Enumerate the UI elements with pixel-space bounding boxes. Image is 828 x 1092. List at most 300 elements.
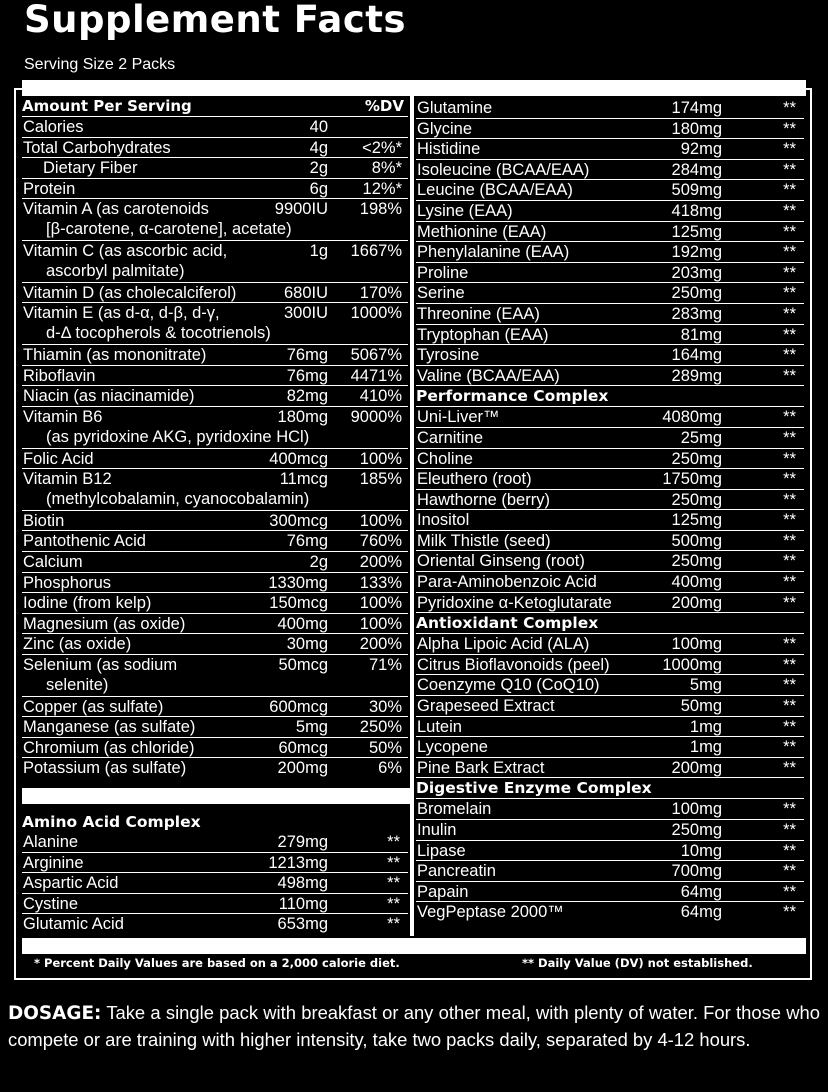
nutrient-name: Pantothenic Acid xyxy=(23,532,146,551)
nutrient-row xyxy=(416,242,804,263)
nutrient-daily-value: ** xyxy=(783,882,796,901)
nutrient-row xyxy=(416,593,804,614)
nutrient-daily-value: ** xyxy=(783,552,796,571)
nutrient-name: Vitamin A (as carotenoids xyxy=(23,200,209,219)
nutrient-daily-value: 250% xyxy=(359,718,402,737)
nutrient-row xyxy=(22,697,408,718)
nutrient-name: Calcium xyxy=(23,552,83,571)
nutrient-daily-value: ** xyxy=(783,119,796,138)
nutrient-amount: 82mg xyxy=(286,387,328,406)
top-thick-bar xyxy=(22,80,806,96)
nutrient-daily-value: ** xyxy=(783,511,796,530)
nutrient-row xyxy=(22,894,408,915)
nutrient-name: Pyridoxine α-Ketoglutarate xyxy=(417,593,612,612)
nutrient-daily-value: 198% xyxy=(359,200,402,219)
nutrient-name: Isoleucine (BCAA/EAA) xyxy=(417,160,590,179)
nutrient-row xyxy=(416,345,804,366)
nutrient-amount: 9900IU xyxy=(274,200,328,219)
column-divider xyxy=(410,96,414,936)
bottom-thick-bar xyxy=(22,938,806,954)
nutrient-amount: 203mg xyxy=(671,263,722,282)
nutrient-amount: 509mg xyxy=(671,181,722,200)
nutrient-daily-value: ** xyxy=(387,894,400,913)
nutrient-row xyxy=(416,160,804,181)
nutrient-daily-value: ** xyxy=(783,903,796,922)
nutrient-row xyxy=(416,510,804,531)
nutrient-daily-value: ** xyxy=(387,833,400,851)
nutrient-name: Glutamic Acid xyxy=(23,915,124,934)
nutrient-amount: 400mcg xyxy=(269,449,328,468)
nutrient-name-continued: (methylcobalamin, cyanocobalamin) xyxy=(46,490,310,509)
nutrient-name-continued: (as pyridoxine AKG, pyridoxine HCl) xyxy=(46,427,310,446)
nutrient-amount: 180mg xyxy=(277,407,328,426)
nutrient-daily-value: 760% xyxy=(359,532,402,551)
nutrient-amount: 1mg xyxy=(689,717,722,736)
nutrient-amount: 64mg xyxy=(680,882,722,901)
nutrient-name: Leucine (BCAA/EAA) xyxy=(417,181,573,200)
nutrient-daily-value: ** xyxy=(783,758,796,777)
nutrient-row xyxy=(416,737,804,758)
nutrient-name: Coenzyme Q10 (CoQ10) xyxy=(417,676,600,695)
nutrient-daily-value: 4471% xyxy=(350,366,402,385)
nutrient-daily-value: 200% xyxy=(359,552,402,571)
nutrient-name: Arginine xyxy=(23,853,84,872)
nutrient-amount: 6g xyxy=(309,179,328,198)
nutrient-name: Inulin xyxy=(417,821,457,839)
nutrient-daily-value: ** xyxy=(783,635,796,654)
nutrient-row xyxy=(22,552,408,573)
nutrient-daily-value: ** xyxy=(783,862,796,881)
nutrient-row xyxy=(22,593,408,614)
nutrient-name: Hawthorne (berry) xyxy=(417,490,550,509)
nutrient-row xyxy=(416,655,804,676)
nutrient-daily-value: ** xyxy=(783,284,796,303)
nutrient-name: Tryptophan (EAA) xyxy=(417,325,549,344)
nutrient-row xyxy=(416,675,804,696)
nutrient-name: Pine Bark Extract xyxy=(417,758,545,777)
nutrient-amount: 283mg xyxy=(671,304,722,323)
nutrient-row xyxy=(416,572,804,593)
digestive-list xyxy=(416,799,804,922)
nutrient-name: Lysine (EAA) xyxy=(417,201,513,220)
nutrient-name: Grapeseed Extract xyxy=(417,697,555,716)
nutrient-daily-value: ** xyxy=(783,800,796,819)
nutrient-row xyxy=(416,490,804,511)
nutrient-row xyxy=(416,139,804,160)
nutrient-amount: 5mg xyxy=(295,718,328,737)
nutrient-amount: 110mg xyxy=(278,894,328,913)
nutrient-row xyxy=(22,853,408,874)
right-column xyxy=(416,98,804,922)
nutrient-amount: 400mg xyxy=(277,614,328,633)
nutrient-row xyxy=(416,841,804,862)
nutrient-daily-value: ** xyxy=(387,915,400,934)
nutrient-row xyxy=(416,325,804,346)
nutrient-name: Vitamin B6 xyxy=(23,407,103,426)
nutrient-name: Threonine (EAA) xyxy=(417,304,540,323)
nutrient-row xyxy=(22,117,408,138)
nutrient-row xyxy=(22,634,408,655)
nutrient-amount: 250mg xyxy=(671,284,722,303)
nutrient-name: Choline xyxy=(417,449,473,468)
nutrient-amount: 418mg xyxy=(671,201,722,220)
nutrient-name: Milk Thistle (seed) xyxy=(417,531,551,550)
nutrient-daily-value: 100% xyxy=(359,594,402,613)
nutrient-daily-value: 1667% xyxy=(350,242,402,261)
nutrient-daily-value: 9000% xyxy=(350,407,402,426)
nutrient-row xyxy=(416,366,804,387)
nutrient-daily-value: 200% xyxy=(359,635,402,654)
nutrient-name: Vitamin C (as ascorbic acid, xyxy=(23,242,228,261)
nutrient-row xyxy=(416,758,804,779)
nutrient-daily-value: ** xyxy=(783,160,796,179)
performance-section-title: Performance Complex xyxy=(416,386,804,407)
nutrient-name: Aspartic Acid xyxy=(23,874,119,893)
nutrient-daily-value: ** xyxy=(783,676,796,695)
nutrient-amount: 1750mg xyxy=(662,470,722,489)
nutrient-amount: 150mcg xyxy=(269,594,328,613)
nutrient-daily-value: ** xyxy=(783,181,796,200)
nutrient-daily-value: 50% xyxy=(368,738,402,757)
nutrient-row xyxy=(416,304,804,325)
nutrient-amount: 250mg xyxy=(671,821,722,839)
nutrient-name: Alanine xyxy=(23,833,79,851)
nutrient-row xyxy=(416,180,804,201)
nutrient-daily-value: 133% xyxy=(359,573,402,592)
nutrient-amount: 200mg xyxy=(277,759,328,778)
nutrient-amount: 76mg xyxy=(286,346,328,365)
nutrient-amount: 279mg xyxy=(277,833,328,851)
nutrient-row xyxy=(416,717,804,738)
nutrient-daily-value: ** xyxy=(783,263,796,282)
nutrient-row xyxy=(22,873,408,894)
nutrient-daily-value: 185% xyxy=(359,470,402,489)
nutrient-name: Bromelain xyxy=(417,800,492,819)
nutrient-name: Chromium (as chloride) xyxy=(23,738,195,757)
nutrient-row xyxy=(22,738,408,759)
amount-header-row xyxy=(22,96,408,117)
nutrient-amount: 289mg xyxy=(671,366,722,385)
nutrient-amount: 600mcg xyxy=(269,697,328,716)
nutrient-row xyxy=(416,882,804,903)
amino-section-title: Amino Acid Complex xyxy=(22,813,201,831)
nutrient-amount: 76mg xyxy=(286,366,328,385)
amino-list xyxy=(22,832,408,934)
performance-list xyxy=(416,407,804,613)
nutrient-name: Eleuthero (root) xyxy=(417,470,532,489)
nutrient-amount: 1mg xyxy=(689,738,722,757)
nutrient-row xyxy=(22,158,408,179)
nutrient-name: Citrus Bioflavonoids (peel) xyxy=(417,655,610,674)
nutrient-row xyxy=(416,861,804,882)
dosage-label: DOSAGE: xyxy=(8,1003,102,1024)
nutrient-row xyxy=(22,832,408,853)
antioxidant-list xyxy=(416,634,804,778)
nutrient-daily-value: ** xyxy=(783,531,796,550)
nutrient-amount: 200mg xyxy=(671,758,722,777)
nutrient-amount: 250mg xyxy=(671,449,722,468)
nutrient-amount: 25mg xyxy=(680,428,722,447)
nutrient-daily-value: ** xyxy=(783,470,796,489)
nutrient-name: Pancreatin xyxy=(417,862,496,881)
amino-list-continued xyxy=(416,98,804,386)
nutrient-amount: 250mg xyxy=(671,490,722,509)
nutrient-name: Glycine xyxy=(417,119,473,138)
nutrient-daily-value: 100% xyxy=(359,511,402,530)
nutrient-amount: 5mg xyxy=(689,676,722,695)
nutrient-daily-value: ** xyxy=(783,325,796,344)
nutrient-amount: 10mg xyxy=(680,841,722,860)
nutrient-daily-value: ** xyxy=(783,140,796,159)
nutrient-row xyxy=(22,407,408,449)
nutrient-daily-value: ** xyxy=(783,304,796,323)
nutrient-daily-value: ** xyxy=(783,243,796,262)
nutrient-name: Niacin (as niacinamide) xyxy=(23,387,195,406)
nutrient-row xyxy=(22,758,408,778)
nutrient-name: Serine xyxy=(417,284,465,303)
nutrient-row xyxy=(416,634,804,655)
nutrient-list xyxy=(22,117,408,778)
nutrient-row xyxy=(416,201,804,222)
nutrient-row xyxy=(22,386,408,407)
nutrient-daily-value: ** xyxy=(783,99,796,117)
nutrient-daily-value: ** xyxy=(783,346,796,365)
digestive-section-title: Digestive Enzyme Complex xyxy=(416,778,804,799)
nutrient-daily-value: ** xyxy=(783,738,796,757)
nutrient-amount: 40 xyxy=(309,118,328,136)
amino-column xyxy=(22,812,408,934)
nutrient-name: Inositol xyxy=(417,511,470,530)
nutrient-row xyxy=(22,138,408,159)
nutrient-name-continued: ascorbyl palmitate) xyxy=(46,262,185,281)
nutrient-daily-value: ** xyxy=(387,874,400,893)
nutrient-daily-value: ** xyxy=(783,717,796,736)
dosage-instructions xyxy=(8,1000,820,1053)
nutrient-amount: 2g xyxy=(309,552,328,571)
nutrient-daily-value: 100% xyxy=(359,614,402,633)
nutrient-amount: 300mcg xyxy=(269,511,328,530)
nutrient-row xyxy=(22,199,408,241)
nutrient-daily-value: 100% xyxy=(359,449,402,468)
left-section-bar xyxy=(22,788,410,804)
nutrient-row xyxy=(22,303,408,345)
nutrient-amount: 400mg xyxy=(671,573,722,592)
nutrient-daily-value: 5067% xyxy=(350,346,402,365)
nutrient-row xyxy=(416,449,804,470)
nutrient-name: Carnitine xyxy=(417,428,484,447)
nutrient-name: Total Carbohydrates xyxy=(23,138,171,157)
dv-header-label: %DV xyxy=(364,97,404,115)
nutrient-amount: 180mg xyxy=(671,119,722,138)
nutrient-amount: 200mg xyxy=(671,593,722,612)
nutrient-name-continued: selenite) xyxy=(46,675,109,694)
nutrient-amount: 64mg xyxy=(680,903,722,922)
nutrient-amount: 125mg xyxy=(671,222,722,241)
nutrient-daily-value: ** xyxy=(783,573,796,592)
nutrient-row xyxy=(416,902,804,922)
nutrient-daily-value: ** xyxy=(783,821,796,839)
nutrient-daily-value: ** xyxy=(783,655,796,674)
nutrient-name: Vitamin D (as cholecalciferol) xyxy=(23,283,237,302)
nutrient-row xyxy=(416,98,804,119)
nutrient-amount: 76mg xyxy=(286,532,328,551)
nutrient-row xyxy=(416,551,804,572)
nutrient-name: Magnesium (as oxide) xyxy=(23,614,186,633)
antioxidant-section-title: Antioxidant Complex xyxy=(416,613,804,634)
nutrient-daily-value: ** xyxy=(387,853,400,872)
nutrient-daily-value: <2%* xyxy=(362,138,402,157)
nutrient-name: Para-Aminobenzoic Acid xyxy=(417,573,597,592)
nutrient-row xyxy=(22,449,408,470)
nutrient-amount: 1g xyxy=(309,242,328,261)
nutrient-name: Manganese (as sulfate) xyxy=(23,718,196,737)
nutrient-daily-value: 170% xyxy=(359,283,402,302)
nutrient-row xyxy=(22,366,408,387)
page-title: Supplement Facts xyxy=(24,0,407,41)
nutrient-name: Histidine xyxy=(417,140,481,159)
nutrient-row xyxy=(22,511,408,532)
nutrient-daily-value: ** xyxy=(783,449,796,468)
nutrient-amount: 30mg xyxy=(286,635,328,654)
nutrient-daily-value: ** xyxy=(783,201,796,220)
nutrient-row xyxy=(416,696,804,717)
nutrient-row xyxy=(22,573,408,594)
nutrient-name: Vitamin E (as d-α, d-β, d-γ, xyxy=(23,304,220,323)
nutrient-row xyxy=(416,283,804,304)
nutrient-amount: 1330mg xyxy=(268,573,328,592)
nutrient-amount: 50mg xyxy=(680,697,722,716)
nutrient-daily-value: 71% xyxy=(368,655,402,674)
nutrient-name: Lipase xyxy=(417,841,466,860)
nutrient-name: Copper (as sulfate) xyxy=(23,697,164,716)
nutrient-name: Zinc (as oxide) xyxy=(23,635,132,654)
nutrient-daily-value: ** xyxy=(783,428,796,447)
nutrient-row xyxy=(22,283,408,304)
nutrient-row xyxy=(22,345,408,366)
nutrient-amount: 11mcg xyxy=(279,470,328,489)
nutrient-name: Glutamine xyxy=(417,99,493,117)
nutrient-amount: 4080mg xyxy=(662,408,722,427)
nutrient-name: Selenium (as sodium xyxy=(23,655,178,674)
nutrient-daily-value: 6% xyxy=(378,759,402,778)
nutrient-amount: 1213mg xyxy=(268,853,328,872)
serving-size: Serving Size 2 Packs xyxy=(24,56,176,73)
nutrient-daily-value: 30% xyxy=(368,697,402,716)
nutrient-row xyxy=(416,820,804,841)
nutrient-amount: 500mg xyxy=(671,531,722,550)
footnote-percent-dv: * Percent Daily Values are based on a 2,000 calorie diet. xyxy=(34,956,400,970)
nutrient-row xyxy=(416,222,804,243)
nutrient-daily-value: ** xyxy=(783,841,796,860)
nutrient-amount: 498mg xyxy=(277,874,328,893)
nutrient-daily-value: 12%* xyxy=(362,179,402,198)
nutrient-name: Cystine xyxy=(23,894,79,913)
nutrient-name: Folic Acid xyxy=(23,449,94,468)
nutrient-amount: 60mcg xyxy=(278,738,328,757)
nutrient-daily-value: ** xyxy=(783,366,796,385)
dosage-text: Take a single pack with breakfast or any other meal, with plenty of water. For those who compete or are training with higher intensity, take two packs daily, separated by 4-12 hours. xyxy=(8,1002,820,1050)
nutrient-name: Dietary Fiber xyxy=(43,159,138,178)
nutrient-name: Lutein xyxy=(417,717,462,736)
nutrient-row xyxy=(416,263,804,284)
nutrient-amount: 50mcg xyxy=(278,655,328,674)
nutrient-daily-value: 1000% xyxy=(350,304,402,323)
nutrient-name-continued: [β-carotene, α-carotene], acetate) xyxy=(46,220,292,239)
nutrient-name: Lycopene xyxy=(417,738,488,757)
nutrient-row xyxy=(22,655,408,697)
nutrient-name: Potassium (as sulfate) xyxy=(23,759,187,778)
nutrient-column xyxy=(22,96,408,778)
nutrient-row xyxy=(416,469,804,490)
nutrient-name: Protein xyxy=(23,179,76,198)
nutrient-amount: 4g xyxy=(309,138,328,157)
nutrient-name: Riboflavin xyxy=(23,366,96,385)
nutrient-row xyxy=(22,241,408,283)
nutrient-name: Proline xyxy=(417,263,469,282)
nutrient-amount: 164mg xyxy=(671,346,722,365)
nutrient-row xyxy=(22,179,408,200)
nutrient-amount: 300IU xyxy=(283,304,328,323)
nutrient-name: Thiamin (as mononitrate) xyxy=(23,346,207,365)
nutrient-amount: 174mg xyxy=(671,99,722,117)
nutrient-amount: 1000mg xyxy=(662,655,722,674)
nutrient-row xyxy=(416,531,804,552)
nutrient-row xyxy=(22,531,408,552)
nutrient-name: Phenylalanine (EAA) xyxy=(417,243,570,262)
nutrient-name: VegPeptase 2000™ xyxy=(417,903,564,922)
nutrient-daily-value: ** xyxy=(783,408,796,427)
nutrient-daily-value: ** xyxy=(783,697,796,716)
nutrient-row xyxy=(416,428,804,449)
nutrient-name: Iodine (from kelp) xyxy=(23,594,152,613)
amount-per-serving-label: Amount Per Serving xyxy=(22,97,192,115)
nutrient-name: Valine (BCAA/EAA) xyxy=(417,366,560,385)
nutrient-row xyxy=(416,799,804,820)
nutrient-name: Phosphorus xyxy=(23,573,112,592)
nutrient-amount: 100mg xyxy=(671,635,722,654)
nutrient-row xyxy=(416,407,804,428)
nutrient-daily-value: ** xyxy=(783,490,796,509)
nutrient-daily-value: 8%* xyxy=(371,159,402,178)
nutrient-row xyxy=(22,614,408,635)
nutrient-name: Methionine (EAA) xyxy=(417,222,547,241)
nutrient-name: Papain xyxy=(417,882,469,901)
nutrient-amount: 653mg xyxy=(277,915,328,934)
nutrient-amount: 125mg xyxy=(671,511,722,530)
nutrient-name: Uni-Liver™ xyxy=(417,408,500,427)
nutrient-name: Vitamin B12 xyxy=(23,470,112,489)
footnote-dv-not-established: ** Daily Value (DV) not established. xyxy=(522,956,753,970)
nutrient-amount: 680IU xyxy=(283,283,328,302)
nutrient-name: Tyrosine xyxy=(417,346,480,365)
nutrient-amount: 92mg xyxy=(680,140,722,159)
nutrient-row xyxy=(22,914,408,934)
nutrient-daily-value: ** xyxy=(783,593,796,612)
nutrient-name: Oriental Ginseng (root) xyxy=(417,552,585,571)
nutrient-amount: 192mg xyxy=(671,243,722,262)
nutrient-amount: 2g xyxy=(309,159,328,178)
nutrient-name: Calories xyxy=(23,118,84,136)
nutrient-daily-value: 410% xyxy=(359,387,402,406)
nutrient-amount: 100mg xyxy=(671,800,722,819)
nutrient-daily-value: ** xyxy=(783,222,796,241)
nutrient-row xyxy=(416,119,804,140)
nutrient-row xyxy=(22,717,408,738)
nutrient-name: Biotin xyxy=(23,511,65,530)
nutrient-amount: 284mg xyxy=(671,160,722,179)
nutrient-name-continued: d-Δ tocopherols & tocotrienols) xyxy=(46,324,271,343)
nutrient-row xyxy=(22,469,408,511)
